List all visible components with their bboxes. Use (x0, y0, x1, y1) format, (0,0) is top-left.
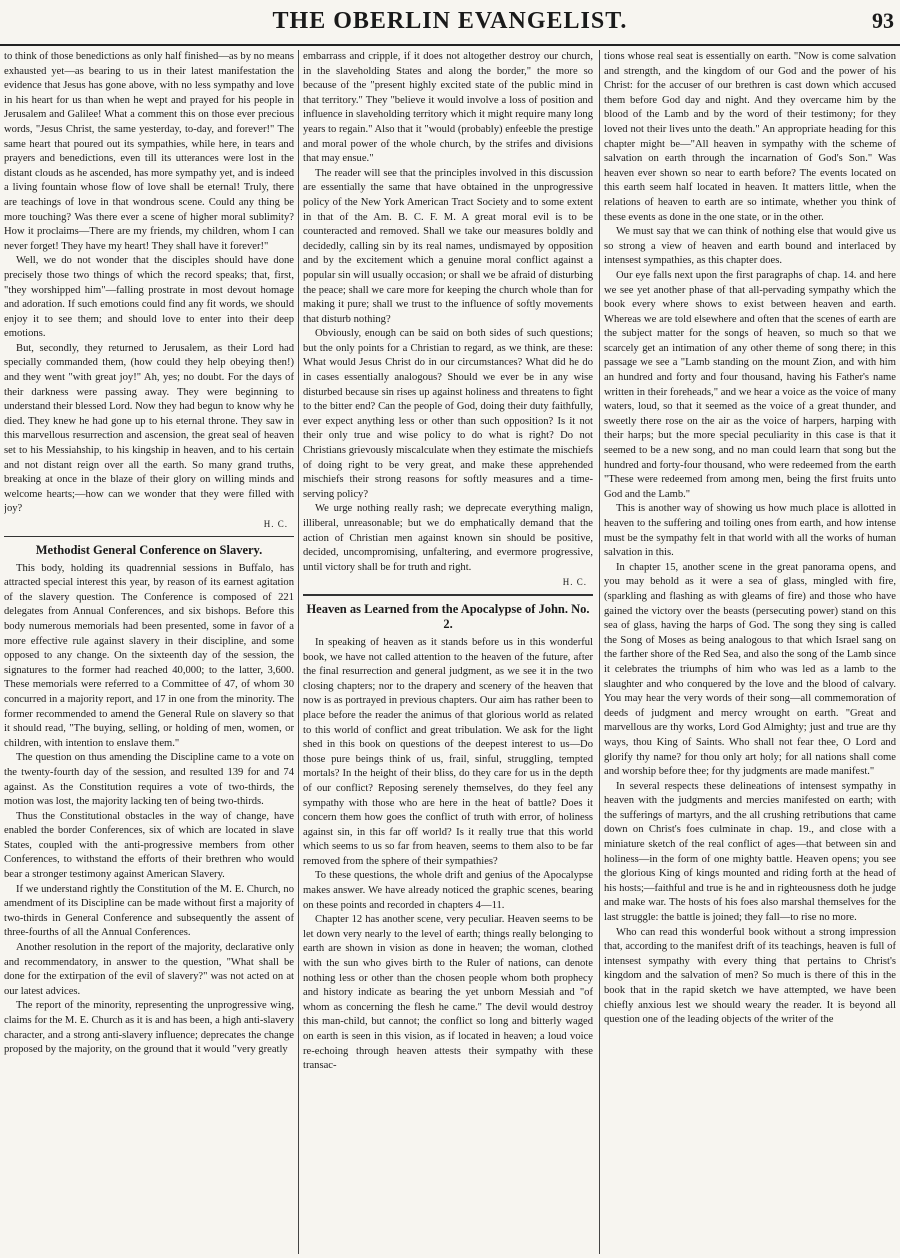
masthead (0, 0, 900, 46)
column-1 (4, 50, 294, 1254)
paragraph: Our eye falls next upon the first paragraphs of chap. 14. and here we see yet another phase of that all-pervading sympathy which the book every where shows to exist between heaven and earth. Whereas we are told elsewhere and often that the scenes of earth are the subject matter for the songs of heaven, so much so that we scarcely get an intimation of any other theme of song there; in this passage we see a "Lamb standing on the mount Zion, and with him an hundred and forty and four thousand, having his Father's name written in their foreheads," and we hear a voice as the voice of many waters, loud, so that it seemed as the voice of a great thunder, and sweetly there rose on the air as the voice of harpers, harping with their harps; but the more special peculiarity in this case is that it seemed to be a new song, and no man could learn that song but the hundred and forty-four thousand, who were redeemed from the earth "These were redeemed from among men, being the first fruits unto God and the Lamb." (604, 269, 896, 500)
paragraph: The report of the minority, representing the unprogressive wing, claims for the M. E. Church as it is and has been, a high anti-slavery character, and a strong anti-slavery influence; deprecates the change proposed by the majority, on the ground that it would "very greatly (4, 1000, 294, 1056)
paragraph: This is another way of showing us how much place is allotted in heaven to the suffering and toiling ones from earth, and how intense must be the sympathy felt in that world with all the works of human salvation in this. (604, 503, 896, 559)
paragraph: This body, holding its quadrennial sessions in Buffalo, has attracted special interest this year, by reason of its earnest agitation of the slavery question. The Conference is composed of 221 delegates from Annual Conferences, and six bishops. Before this body numerous memorials had been presented, some in favor of a more effective rule against slavery in their discipline, and some opposed to any change. On the sixteenth day of the session, the signatures to the former had reached 40,000; to the latter, 3,600. These memorials were referred to a Committee of 47, of whom 30 concurred in a majority report, and 17 in one from the minority. The former recommended to amend the General Rule on slavery so that it should read, "The buying, selling, or holding of men, women, or children, with intention to enslave them." (4, 562, 294, 749)
paragraph: to think of those benedictions as only half finished—as by no means exhausted yet—as bearing to us in their latest manifestation the evidence that Jesus has gone above, with no less sympathy and love in his heart for us than when he wept and prayed for his people in Jerusalem and Galilee! What a comment this on those ever precious words, "Jesus Christ, the same yesterday, to-day, and forever!" The same heart that poured out its sympathies, while here, in tears and prayers and benedictions, even till its utterances were lost in the distant clouds as he ascended, has more sympathy yet, and is indeed a living fountain whose flow of love shall be eternal! Truly, there are teachings of love in that wondrous scene. Could any thing be more touching? Was there ever a scene of higher moral sublimity? How it proclaims—There are my friends, my children, whom I can never forget! They have my heart! They shall have it forever!" (4, 51, 294, 252)
author-signature: H. C. (263, 519, 288, 529)
paragraph: In chapter 15, another scene in the great panorama opens, and you may behold as it were a sea of glass, mingled with fire, (sparkling and flashing as with gleams of fire) and those who have gained the victory over the beasts (persecuting power) stand on this sea of glass, having the harps of God. The song they sing is called the Song of Moses as being analogous to that which Israel sang on the farther shore of the Red Sea, and also the song of the Lamb since it celebrates the triumphs of him who was led as a lamb to the slaughter and who conquered by the love and the blood of calvary. You may hear the very words of their song—all commemoration of deeds of judgment and mercy wrought on earth. "Great and marvellous are thy works, Lord God Almighty; just and true are thy ways, thou King of Saints. Who shall not fear thee, O Lord and glorify thy name? for thou only art holy; for all nations shall come and worship before thee; for thy judgments are made manifest." (604, 561, 896, 778)
paragraph: Chapter 12 has another scene, very peculiar. Heaven seems to be let down very nearly to the level of earth; things really belonging to earth are shown in vision as done in heaven; the woman, clothed with the sun who gives birth to the Ruler of nations, can denote nothing less or other than the chosen people whom both prophecy and history indicate as bearing the yet unborn Messiah and "of whom as concerning the flesh he came." The devil would destroy this man-child, but cannot; the conflict so long and bitterly waged on earth is seen in this vision, as if located in heaven; a loud voice re-echoing through heaven attests their sympathy with these transac- (303, 914, 593, 1072)
paragraph: Obviously, enough can be said on both sides of such questions; but the only points for a Christian to regard, as we think, are these: What would Jesus Christ do in our circumstances? What did he do in cases essentially analogous? Should we ever be in any wise disturbed because sin rises up against holiness and threatens to fight to the bitter end? Can the people of God, doing their duty faithfully, ever expect anything less or other than such opposition? Is it not their only true and wise policy to do what is right? Do not Christians grievously miscalculate when they estimate the mischiefs of doing right to be very great, and make these apprehended mischiefs their strong reasons for softly measures and a time-serving policy? (303, 328, 593, 500)
columns (4, 50, 896, 1254)
paragraph: But, secondly, they returned to Jerusalem, as their Lord had specially commanded them, (how could they help obeying then!) and they went "with great joy!" Ah, yes; no doubt. For the days of their darkness were passing away. They were beginning to understand their blessed Lord. Now they had begun to know why he died. They knew he had gone up to his eternal throne. They saw in this marvellous resurrection and ascension, the great seal of heaven set to his Messiahship, to his kingship in heaven, and to his certain and not distant reign over all the earth. So many grand truths, breaking at once in the blaze of their glory on willing minds and welcome hearts;—how can we wonder that they were filled with joy? (4, 342, 294, 515)
paragraph: In several respects these delineations of intensest sympathy in heaven with the judgments and mercies manifested on earth; with the sufferings of martyrs, and the all crushing retributions that came down on Christ's foes culminate in chap. 19., and close with a miniature sketch of the real conflict of ages—that between sin and holiness—in the form of one mighty battle. Heaven opens; you see the glorious King of kings mounted and riding forth at the head of his hosts;—faithful and true is he and in righteousness doth he judge and make war. The hosts of his foes also marshal themselves for the last struggle: the battle is joined; they fall—to rise no more. (604, 780, 896, 924)
article-heading: Methodist General Conference on Slavery. (4, 536, 294, 558)
paragraph: Thus the Constitutional obstacles in the way of change, have enabled the border Conferences, six of which are located in slave States, coupled with the anti-progressive members from other Conferences, to withstand the efforts of their brethren who would bear a stronger testimony against American Slavery. (4, 810, 294, 881)
author-signature: H. C. (562, 577, 587, 588)
column-3 (604, 50, 896, 1254)
column-2 (303, 50, 593, 1254)
paragraph: In speaking of heaven as it stands before us in this wonderful book, we have not called attention to the heaven of the future, after the final resurrection and general judgment, as we see it in the two closing chapters; nor to the drapery and scenery of the heaven that now is as portrayed in previous chapters. Our aim has rather been to place before the reader the animus of that glorious world as related to this world of conflict and great tribulation. We ask for the light shed in this book on questions of the deepest interest to us—Do those pure beings think of us, frail, sinful, struggling, tempted mortals? In the height of their bliss, do they care for us in the depth of our conflict? Reposing serenely themselves, do they feel any sympathy with those who are here in the heat of battle? Does it concern them how goes the conflict of truth with error, of holiness against sin, in this far off world? Is it really true that this world which seems to us so far from heaven, seems to them also to be far removed from the sphere of their sympathies? (303, 636, 593, 867)
paragraph: embarrass and cripple, if it does not altogether destroy our church, in the slaveholding States and along the border," the more so because of the "present highly excited state of the public mind in that territory." They "believe it would involve a loss of position and influence in slaveholding territory which it might require many long years to regain." Also that it "would (probably) enfeeble the prestige and moral power of the whole church, by the strifes and divisions that may ensue." (303, 51, 593, 165)
paragraph: tions whose real seat is essentially on earth. "Now is come salvation and strength, and the kingdom of our God and the power of his Christ: for the accuser of our brethren is cast down which accused them before God day and night. And they overcame him by the blood of the Lamb and by the word of their testimony; for they loved not their lives unto the death." An appropriate heading for this chapter might be—"All heaven in sympathy with the scheme of salvation on earth through the incarnation of God's Son." Was heaven ever shown so near to earth before? The events located on this earth seem half located in heaven. It matters little, when the relations of heaven to earth are so intimate, whether you think of these events as done in the one state, or in the other. (604, 51, 896, 223)
paragraph: The question on thus amending the Discipline came to a vote on the twenty-fourth day of the session, and resulted 139 for and 74 against. As the Constitution requires a vote of two-thirds, the motion was lost, the majority lacking ten of being two-thirds. (4, 752, 294, 808)
paragraph: Well, we do not wonder that the disciples should have done precisely those two things of which the record speaks; that, first, "they worshipped him"—falling prostrate in most devout homage and adoration. If such emotions could find any fit words, we should enjoy it to see them; and should love to enter into their deep emotions. (4, 255, 294, 340)
paragraph: Another resolution in the report of the majority, declarative only and recommendatory, in answer to the question, "What shall be done for the extirpation of the evil of slavery?" was not acted on at our latest advices. (4, 942, 294, 997)
masthead-title: THE OBERLIN EVANGELIST. (272, 8, 628, 34)
paragraph: We must say that we can think of nothing else that would give us so strong a view of heaven and earth bound and interlaced by intensest sympathies, as this chapter does. (604, 226, 896, 267)
paragraph: The reader will see that the principles involved in this discussion are essentially the same that have obtained in the unprogressive policy of the New York American Tract Society and to some extent in that of the Am. B. C. F. M. A great moral evil is to be counteracted and removed. Shall we take our measures boldly and decidedly, calling sin by its real names, undismayed by opposition and by the excitement which a genuine moral conflict against a popular sin will usually occasion; or shall we be afraid of disturbing the peace; shall we care more for keeping the church whole than for making it pure; shall we trust to the influence of softly movements that disturb nothing? (303, 167, 593, 325)
column-divider (599, 50, 600, 1254)
article-heading: Heaven as Learned from the Apocalypse of John. No. 2. (303, 594, 593, 632)
paragraph: Who can read this wonderful book without a strong impression that, according to the manifest drift of its teachings, heaven is full of intensest sympathy with every thing that pertains to Christ's kingdom and the salvation of men? So much is there of this in the book that in the rapid sketch we have attempted, we have been chiefly anxious lest we should weary the reader. It is beyond all question one of the leading objects of the writer of the (604, 926, 896, 1026)
paragraph: To these questions, the whole drift and genius of the Apocalypse makes answer. We have already noticed the graphic scenes, bearing on these points and recorded in chapters 4—11. (303, 870, 593, 911)
paragraph: We urge nothing really rash; we deprecate everything malign, illiberal, unreasonable; but we do emphatically demand that the action of Christian men against known sin should be positive, decided, uncompromising, unfaltering, and evermore progressive, until victory shall be for truth and right. (303, 503, 593, 573)
column-divider (298, 50, 299, 1254)
page-number: 93 (872, 8, 894, 33)
paragraph: If we understand rightly the Constitution of the M. E. Church, no amendment of its Discipline can be made without first a majority of two-thirds in General Conference and subsequently the assent of three-fourths of all the Annual Conferences. (4, 883, 294, 939)
